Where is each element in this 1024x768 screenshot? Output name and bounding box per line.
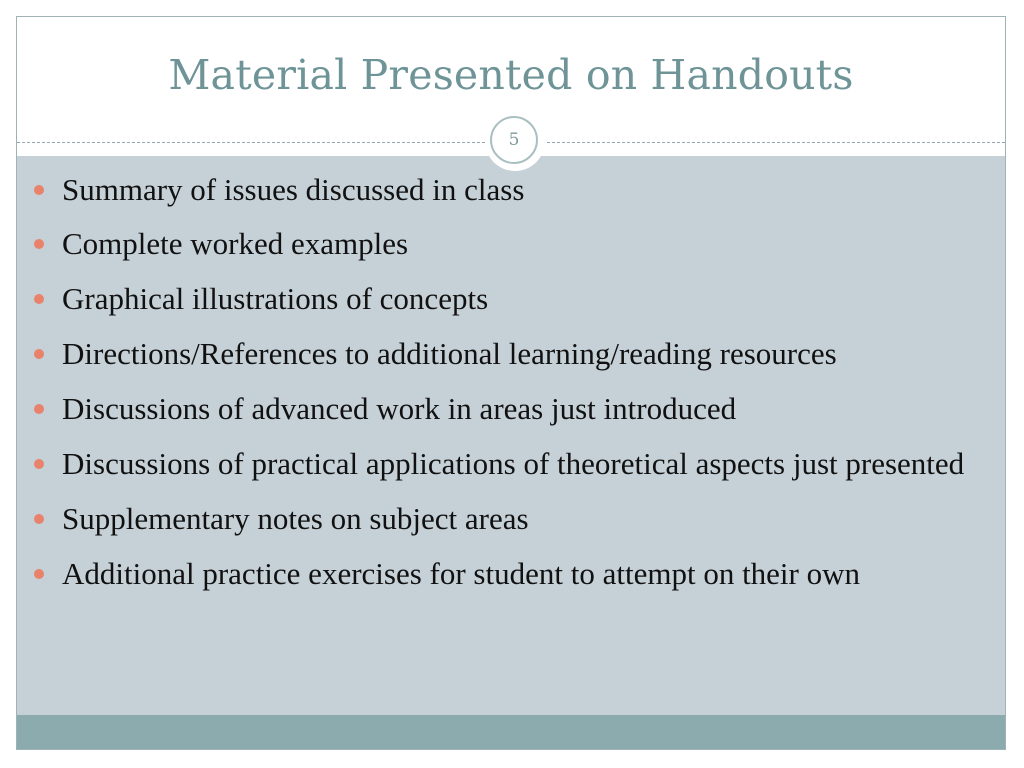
bullet-icon <box>34 569 44 579</box>
page-number: 5 <box>508 130 520 150</box>
list-item <box>17 392 1005 425</box>
slide-title: Material Presented on Handouts <box>168 51 854 99</box>
bullet-icon <box>34 404 44 414</box>
list-item <box>17 557 1005 590</box>
list-item <box>17 282 1005 315</box>
bullet-icon <box>34 349 44 359</box>
list-item <box>17 502 1005 535</box>
bullet-text: Discussions of practical applications of theoretical aspects just presented <box>62 446 965 481</box>
bullet-text: Discussions of advanced work in areas just introduced <box>62 391 737 426</box>
footer-bar <box>17 715 1005 749</box>
bullet-text: Graphical illustrations of concepts <box>62 281 489 316</box>
page-number-badge <box>490 116 538 164</box>
bullet-icon <box>34 294 44 304</box>
slide-frame <box>16 16 1006 750</box>
bullet-text: Supplementary notes on subject areas <box>62 501 529 536</box>
list-item <box>17 227 1005 260</box>
bullet-text: Additional practice exercises for student to attempt on their own <box>62 556 861 591</box>
bullet-icon <box>34 459 44 469</box>
bullet-text: Summary of issues discussed in class <box>62 172 525 207</box>
list-item <box>17 447 1005 480</box>
bullet-icon <box>34 514 44 524</box>
bullet-list <box>17 173 1005 612</box>
list-item <box>17 337 1005 370</box>
bullet-text: Directions/References to additional learning/reading resources <box>62 336 837 371</box>
list-item <box>17 173 1005 206</box>
bullet-icon <box>34 239 44 249</box>
bullet-icon <box>34 185 44 195</box>
bullet-text: Complete worked examples <box>62 226 409 261</box>
